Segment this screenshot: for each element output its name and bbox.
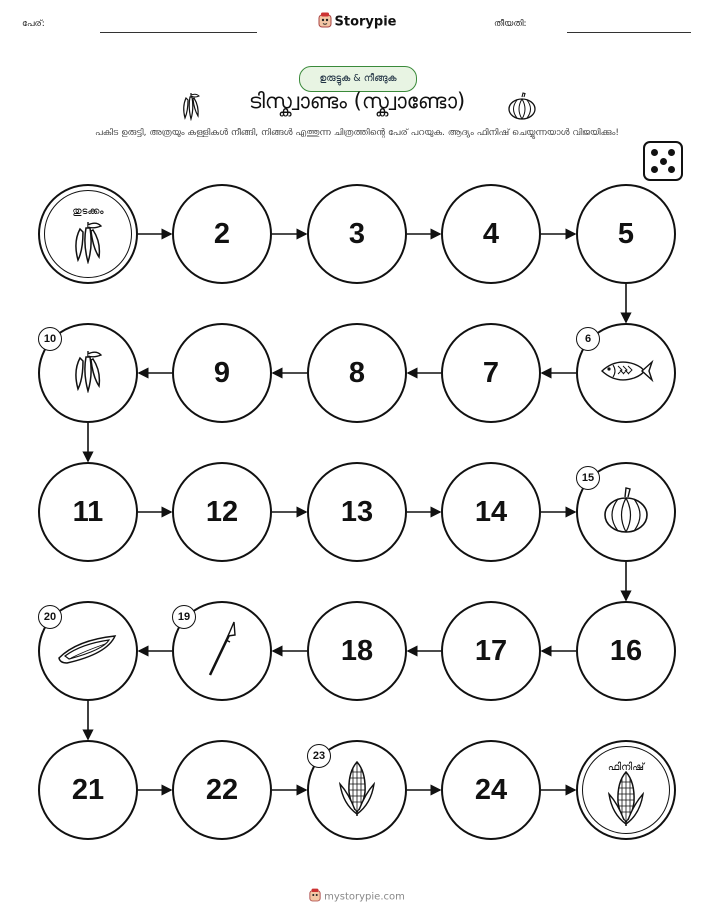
board-cell-8 xyxy=(307,323,407,423)
instructions: പകിട ഉരുട്ടി, അത്രയും കള്ളികൾ നീങ്ങി, നിങ്ങൾ എത്തുന്ന ചിത്രത്തിന്റെ പേര് പറയുക. ആദ്യം ഫിനിഷ് ചെയ്യുന്നയാൾ വിജയിക്കും! xyxy=(95,128,619,138)
cell-number: 11 xyxy=(72,495,104,528)
cell-number: 2 xyxy=(213,217,231,250)
cell-number: 18 xyxy=(340,634,374,667)
cell-number: 14 xyxy=(474,495,508,528)
cell-number: 21 xyxy=(71,773,105,806)
board-cell-22 xyxy=(172,740,272,840)
board-cell-7 xyxy=(441,323,541,423)
cell-number: 22 xyxy=(205,773,239,806)
board-cell-3 xyxy=(307,184,407,284)
board-cell-19 xyxy=(172,601,272,701)
date-label: തീയതി: xyxy=(494,19,527,29)
board-cell-23 xyxy=(307,740,407,840)
activity-badge: ഉരുട്ടുക & നീങ്ങുക xyxy=(299,66,417,92)
board-cell-4 xyxy=(441,184,541,284)
cell-number: 4 xyxy=(482,217,500,250)
board-cell-14 xyxy=(441,462,541,562)
cell-number: 3 xyxy=(348,217,366,250)
start-cell xyxy=(38,184,138,284)
spear-icon xyxy=(202,619,242,683)
beans-icon xyxy=(68,220,108,268)
cell-number-badge: 6 xyxy=(576,327,600,351)
board-cell-5 xyxy=(576,184,676,284)
fish-icon xyxy=(598,356,654,390)
board-cell-9 xyxy=(172,323,272,423)
footer-logo-icon xyxy=(309,888,321,905)
cell-number-badge: 23 xyxy=(307,744,331,768)
beans-icon xyxy=(68,349,108,397)
board-cell-18 xyxy=(307,601,407,701)
cell-number: 5 xyxy=(617,217,635,250)
brand-name: Storypie xyxy=(334,14,397,30)
cell-number-badge: 19 xyxy=(172,605,196,629)
cell-number-badge: 15 xyxy=(576,466,600,490)
board-cell-17 xyxy=(441,601,541,701)
board-cell-20 xyxy=(38,601,138,701)
finish-cell xyxy=(576,740,676,840)
board-cell-24 xyxy=(441,740,541,840)
cell-number: 8 xyxy=(348,356,366,389)
start-label: തുടക്കം xyxy=(72,206,104,217)
footer-url: mystorypie.com xyxy=(324,891,405,903)
corn-icon xyxy=(337,758,377,822)
board-cell-11 xyxy=(38,462,138,562)
board-cell-6 xyxy=(576,323,676,423)
cell-number: 9 xyxy=(213,356,231,389)
cell-number: 7 xyxy=(482,356,500,389)
board-cell-15 xyxy=(576,462,676,562)
board-cell-10 xyxy=(38,323,138,423)
board-cell-16 xyxy=(576,601,676,701)
cell-number-badge: 10 xyxy=(38,327,62,351)
canoe-icon xyxy=(57,632,119,670)
cell-number-badge: 20 xyxy=(38,605,62,629)
name-label: പേര്: xyxy=(22,19,45,29)
board-cell-13 xyxy=(307,462,407,562)
cell-number: 16 xyxy=(609,634,643,667)
cell-number: 13 xyxy=(340,495,374,528)
cell-number: 17 xyxy=(474,634,508,667)
pumpkin-icon xyxy=(601,485,651,539)
board-cell-12 xyxy=(172,462,272,562)
cell-number: 12 xyxy=(205,495,239,528)
finish-label: ഫിനിഷ് xyxy=(607,762,645,773)
cell-number: 24 xyxy=(474,773,508,806)
page-title: ടിസ്ക്വാണ്ടം (സ്ക്വാണ്ടോ) xyxy=(248,89,466,113)
corn-icon xyxy=(606,768,646,832)
footer xyxy=(0,888,714,905)
board-cell-21 xyxy=(38,740,138,840)
board-cell-2 xyxy=(172,184,272,284)
